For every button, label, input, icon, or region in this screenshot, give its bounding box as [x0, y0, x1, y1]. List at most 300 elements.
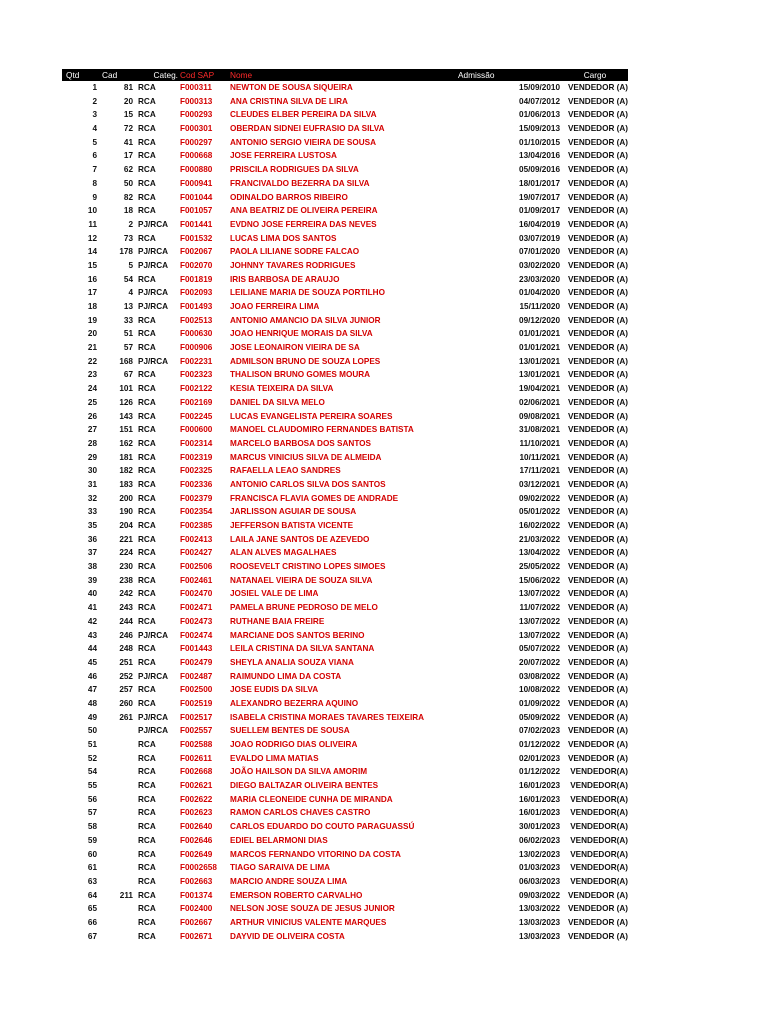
cell-categ[interactable]: RCA [138, 165, 156, 175]
cell-qtd[interactable]: 67 [87, 931, 97, 941]
cell-categ[interactable]: RCA [138, 329, 156, 339]
cell-nome[interactable]: LUCAS LIMA DOS SANTOS [230, 233, 337, 243]
cell-nome[interactable]: RUTHANE BAIA FREIRE [230, 616, 325, 626]
cell-cargo[interactable]: VENDEDOR (A) [567, 726, 628, 736]
cell-qtd[interactable]: 60 [87, 849, 97, 859]
cell-cargo[interactable]: VENDEDOR (A) [567, 562, 628, 572]
cell-cod-sap[interactable]: F000630 [180, 329, 213, 339]
cell-qtd[interactable]: 38 [87, 562, 97, 572]
cell-admissao[interactable]: 16/01/2023 [519, 781, 560, 791]
cell-cargo[interactable]: VENDEDOR(A) [570, 767, 628, 777]
cell-cargo[interactable]: VENDEDOR (A) [567, 165, 628, 175]
cell-categ[interactable]: RCA [138, 753, 156, 763]
cell-nome[interactable]: KESIA TEIXEIRA DA SILVA [230, 384, 334, 394]
cell-admissao[interactable]: 16/04/2019 [519, 219, 560, 229]
cell-qtd[interactable]: 36 [87, 534, 97, 544]
cell-cargo[interactable]: VENDEDOR(A) [570, 794, 628, 804]
cell-cod-sap[interactable]: F001819 [180, 274, 213, 284]
cell-qtd[interactable]: 43 [87, 630, 97, 640]
cell-qtd[interactable]: 11 [88, 219, 97, 229]
cell-nome[interactable]: LUCAS EVANGELISTA PEREIRA SOARES [230, 411, 393, 421]
cell-qtd[interactable]: 4 [92, 124, 97, 134]
cell-categ[interactable]: RCA [138, 274, 156, 284]
cell-cargo[interactable]: VENDEDOR(A) [570, 808, 628, 818]
cell-qtd[interactable]: 58 [87, 822, 97, 832]
cell-cad[interactable]: 230 [119, 562, 133, 572]
cell-cargo[interactable]: VENDEDOR (A) [567, 548, 628, 558]
cell-categ[interactable]: RCA [138, 137, 156, 147]
cell-cad[interactable]: 261 [119, 712, 133, 722]
cell-admissao[interactable]: 15/09/2010 [519, 83, 560, 92]
cell-cargo[interactable]: VENDEDOR (A) [567, 425, 628, 435]
cell-nome[interactable]: IRIS BARBOSA DE ARAUJO [230, 274, 340, 284]
cell-cod-sap[interactable]: F002671 [180, 931, 213, 941]
header-nome[interactable]: Nome [230, 70, 253, 80]
cell-cod-sap[interactable]: F002588 [180, 740, 213, 749]
cell-nome[interactable]: SUELLEM BENTES DE SOUSA [230, 726, 350, 736]
cell-categ[interactable]: RCA [138, 685, 156, 695]
cell-cod-sap[interactable]: F002513 [180, 315, 213, 325]
cell-cargo[interactable]: VENDEDOR (A) [567, 343, 628, 353]
cell-categ[interactable]: PJ/RCA [138, 288, 169, 298]
cell-cod-sap[interactable]: F002169 [180, 397, 213, 407]
cell-cad[interactable]: 17 [123, 151, 133, 161]
cell-cad[interactable]: 5 [128, 260, 133, 270]
cell-cad[interactable]: 178 [119, 247, 133, 257]
header-cad[interactable]: Cad [102, 70, 118, 80]
cell-cod-sap[interactable]: F000941 [180, 178, 213, 188]
cell-cod-sap[interactable]: F002231 [180, 356, 213, 366]
cell-admissao[interactable]: 01/01/2021 [519, 329, 560, 339]
cell-categ[interactable]: RCA [138, 575, 156, 585]
cell-categ[interactable]: RCA [138, 808, 156, 818]
cell-admissao[interactable]: 01/09/2022 [519, 698, 560, 708]
cell-cargo[interactable]: VENDEDOR (A) [567, 917, 628, 927]
cell-admissao[interactable]: 01/09/2017 [519, 206, 560, 216]
cell-nome[interactable]: SHEYLA ANALIA SOUZA VIANA [230, 657, 354, 667]
cell-qtd[interactable]: 50 [87, 726, 97, 736]
cell-nome[interactable]: FRANCISCA FLAVIA GOMES DE ANDRADE [230, 493, 399, 503]
cell-admissao[interactable]: 31/08/2021 [519, 425, 560, 435]
cell-nome[interactable]: PAOLA LILIANE SODRE FALCAO [230, 247, 360, 257]
cell-cad[interactable]: 13 [123, 302, 133, 311]
cell-cad[interactable]: 51 [123, 329, 133, 339]
cell-cargo[interactable]: VENDEDOR (A) [567, 247, 628, 257]
cell-admissao[interactable]: 01/10/2015 [519, 137, 560, 147]
cell-admissao[interactable]: 01/01/2021 [519, 343, 560, 353]
cell-categ[interactable]: PJ/RCA [138, 630, 169, 640]
cell-categ[interactable]: RCA [138, 206, 156, 216]
cell-cargo[interactable]: VENDEDOR (A) [567, 493, 628, 503]
cell-categ[interactable]: RCA [138, 493, 156, 503]
cell-cargo[interactable]: VENDEDOR (A) [567, 534, 628, 544]
cell-qtd[interactable]: 28 [87, 438, 97, 448]
cell-admissao[interactable]: 13/07/2022 [519, 630, 560, 640]
cell-qtd[interactable]: 48 [87, 698, 97, 708]
cell-nome[interactable]: ANTONIO SERGIO VIEIRA DE SOUSA [230, 137, 377, 147]
cell-qtd[interactable]: 57 [87, 808, 97, 818]
cell-categ[interactable]: RCA [138, 589, 156, 599]
cell-nome[interactable]: EMERSON ROBERTO CARVALHO [230, 890, 363, 900]
cell-admissao[interactable]: 03/07/2019 [519, 233, 560, 243]
cell-cad[interactable]: 15 [123, 110, 133, 120]
cell-cargo[interactable]: VENDEDOR (A) [567, 329, 628, 339]
cell-admissao[interactable]: 15/09/2013 [519, 124, 560, 134]
cell-cod-sap[interactable]: F002122 [180, 384, 213, 394]
cell-admissao[interactable]: 05/09/2016 [519, 165, 560, 175]
cell-qtd[interactable]: 23 [87, 370, 97, 380]
cell-admissao[interactable]: 13/01/2021 [519, 356, 560, 366]
cell-categ[interactable]: RCA [138, 890, 156, 900]
cell-nome[interactable]: FRANCIVALDO BEZERRA DA SILVA [230, 178, 370, 188]
cell-nome[interactable]: LAILA JANE SANTOS DE AZEVEDO [230, 534, 370, 544]
cell-admissao[interactable]: 07/02/2023 [519, 726, 560, 736]
cell-qtd[interactable]: 10 [87, 206, 97, 216]
cell-categ[interactable]: RCA [138, 124, 156, 134]
cell-cod-sap[interactable]: F002461 [180, 575, 213, 585]
cell-cargo[interactable]: VENDEDOR (A) [567, 397, 628, 407]
cell-categ[interactable]: RCA [138, 917, 156, 927]
cell-qtd[interactable]: 39 [87, 575, 97, 585]
cell-nome[interactable]: NATANAEL VIEIRA DE SOUZA SILVA [230, 575, 373, 585]
cell-cod-sap[interactable]: F001374 [180, 890, 213, 900]
cell-cod-sap[interactable]: F002667 [180, 917, 213, 927]
cell-admissao[interactable]: 13/03/2022 [519, 904, 560, 914]
cell-cargo[interactable]: VENDEDOR (A) [567, 603, 628, 613]
cell-cargo[interactable]: VENDEDOR (A) [567, 452, 628, 462]
cell-admissao[interactable]: 15/11/2020 [519, 302, 560, 311]
cell-cod-sap[interactable]: F002649 [180, 849, 213, 859]
cell-categ[interactable]: PJ/RCA [138, 712, 169, 722]
cell-cod-sap[interactable]: F001532 [180, 233, 213, 243]
cell-admissao[interactable]: 13/02/2023 [519, 849, 560, 859]
cell-admissao[interactable]: 13/07/2022 [519, 616, 560, 626]
cell-cad[interactable]: 238 [119, 575, 133, 585]
cell-nome[interactable]: PAMELA BRUNE PEDROSO DE MELO [230, 603, 378, 613]
cell-cad[interactable]: 20 [123, 96, 133, 106]
cell-cargo[interactable]: VENDEDOR (A) [567, 384, 628, 394]
cell-cargo[interactable]: VENDEDOR (A) [567, 507, 628, 517]
cell-cad[interactable]: 33 [123, 315, 133, 325]
cell-admissao[interactable]: 09/12/2020 [519, 315, 560, 325]
cell-categ[interactable]: PJ/RCA [138, 260, 169, 270]
cell-cargo[interactable]: VENDEDOR (A) [567, 630, 628, 640]
cell-nome[interactable]: ANTONIO AMANCIO DA SILVA JUNIOR [230, 315, 381, 325]
header-cargo[interactable]: Cargo [583, 70, 607, 80]
cell-categ[interactable]: RCA [138, 233, 156, 243]
cell-cargo[interactable]: VENDEDOR (A) [567, 685, 628, 695]
cell-cargo[interactable]: VENDEDOR (A) [567, 575, 628, 585]
cell-categ[interactable]: RCA [138, 931, 156, 941]
cell-cargo[interactable]: VENDEDOR (A) [567, 904, 628, 914]
cell-qtd[interactable]: 16 [87, 274, 97, 284]
cell-nome[interactable]: MARCUS VINICIUS SILVA DE ALMEIDA [230, 452, 382, 462]
cell-cargo[interactable]: VENDEDOR (A) [567, 356, 628, 366]
cell-cargo[interactable]: VENDEDOR (A) [567, 178, 628, 188]
cell-cad[interactable]: 126 [119, 397, 133, 407]
cell-cod-sap[interactable]: F002500 [180, 685, 213, 695]
cell-qtd[interactable]: 27 [87, 425, 97, 435]
cell-cod-sap[interactable]: F002506 [180, 562, 213, 572]
cell-cod-sap[interactable]: F002646 [180, 835, 213, 845]
cell-categ[interactable]: PJ/RCA [138, 302, 169, 311]
cell-categ[interactable]: RCA [138, 192, 156, 202]
cell-nome[interactable]: ODINALDO BARROS RIBEIRO [230, 192, 348, 202]
cell-categ[interactable]: RCA [138, 438, 156, 448]
cell-cod-sap[interactable]: F002519 [180, 698, 213, 708]
cell-cad[interactable]: 168 [119, 356, 133, 366]
cell-cargo[interactable]: VENDEDOR(A) [570, 849, 628, 859]
cell-cad[interactable]: 50 [123, 178, 133, 188]
cell-nome[interactable]: EVDNO JOSE FERREIRA DAS NEVES [230, 219, 377, 229]
cell-cod-sap[interactable]: F000906 [180, 343, 213, 353]
cell-cod-sap[interactable]: F002314 [180, 438, 213, 448]
cell-qtd[interactable]: 18 [87, 302, 97, 311]
cell-categ[interactable]: RCA [138, 781, 156, 791]
cell-categ[interactable]: RCA [138, 603, 156, 613]
cell-qtd[interactable]: 22 [87, 356, 97, 366]
cell-admissao[interactable]: 01/12/2022 [519, 767, 560, 777]
cell-cargo[interactable]: VENDEDOR (A) [567, 124, 628, 134]
cell-cod-sap[interactable]: F001057 [180, 206, 213, 216]
cell-cargo[interactable]: VENDEDOR(A) [570, 781, 628, 791]
cell-categ[interactable]: RCA [138, 740, 156, 749]
cell-qtd[interactable]: 59 [87, 835, 97, 845]
cell-categ[interactable]: RCA [138, 657, 156, 667]
cell-cad[interactable]: 183 [119, 479, 133, 489]
cell-cargo[interactable]: VENDEDOR (A) [567, 137, 628, 147]
cell-categ[interactable]: RCA [138, 315, 156, 325]
cell-cad[interactable]: 200 [119, 493, 133, 503]
cell-categ[interactable]: RCA [138, 835, 156, 845]
cell-categ[interactable]: PJ/RCA [138, 219, 169, 229]
cell-cargo[interactable]: VENDEDOR (A) [567, 110, 628, 120]
cell-admissao[interactable]: 30/01/2023 [519, 822, 560, 832]
cell-cargo[interactable]: VENDEDOR (A) [567, 206, 628, 216]
cell-cad[interactable]: 143 [119, 411, 133, 421]
cell-categ[interactable]: RCA [138, 698, 156, 708]
cell-cargo[interactable]: VENDEDOR (A) [567, 96, 628, 106]
cell-categ[interactable]: RCA [138, 370, 156, 380]
cell-admissao[interactable]: 20/07/2022 [519, 657, 560, 667]
cell-admissao[interactable]: 19/07/2017 [519, 192, 560, 202]
cell-categ[interactable]: RCA [138, 616, 156, 626]
cell-categ[interactable]: PJ/RCA [138, 726, 169, 736]
cell-admissao[interactable]: 19/04/2021 [519, 384, 560, 394]
cell-cod-sap[interactable]: F002640 [180, 822, 213, 832]
cell-nome[interactable]: CARLOS EDUARDO DO COUTO PARAGUASSÚ [230, 822, 415, 832]
cell-admissao[interactable]: 16/01/2023 [519, 808, 560, 818]
cell-admissao[interactable]: 13/07/2022 [519, 589, 560, 599]
cell-cod-sap[interactable]: F002471 [180, 603, 213, 613]
cell-qtd[interactable]: 49 [87, 712, 97, 722]
cell-cad[interactable]: 101 [119, 384, 133, 394]
cell-cod-sap[interactable]: F002323 [180, 370, 213, 380]
cell-qtd[interactable]: 63 [87, 876, 97, 886]
cell-admissao[interactable]: 13/03/2023 [519, 917, 560, 927]
cell-nome[interactable]: JARLISSON AGUIAR DE SOUSA [230, 507, 357, 517]
cell-qtd[interactable]: 31 [87, 479, 97, 489]
cell-qtd[interactable]: 33 [87, 507, 97, 517]
cell-cargo[interactable]: VENDEDOR(A) [570, 863, 628, 873]
cell-admissao[interactable]: 03/02/2020 [519, 260, 560, 270]
cell-cod-sap[interactable]: F001044 [180, 192, 213, 202]
cell-cad[interactable]: 248 [119, 644, 133, 654]
cell-categ[interactable]: RCA [138, 343, 156, 353]
cell-cod-sap[interactable]: F002245 [180, 411, 213, 421]
cell-cargo[interactable]: VENDEDOR (A) [567, 302, 628, 311]
cell-cod-sap[interactable]: F002470 [180, 589, 213, 599]
cell-admissao[interactable]: 02/01/2023 [519, 753, 560, 763]
cell-qtd[interactable]: 8 [92, 178, 97, 188]
cell-qtd[interactable]: 42 [87, 616, 97, 626]
cell-admissao[interactable]: 10/11/2021 [519, 452, 560, 462]
cell-nome[interactable]: JOAO RODRIGO DIAS OLIVEIRA [230, 740, 358, 749]
cell-categ[interactable]: RCA [138, 384, 156, 394]
cell-qtd[interactable]: 46 [87, 671, 97, 681]
cell-nome[interactable]: RAIMUNDO LIMA DA COSTA [230, 671, 342, 681]
cell-categ[interactable]: PJ/RCA [138, 671, 169, 681]
cell-cod-sap[interactable]: F002663 [180, 876, 213, 886]
cell-categ[interactable]: RCA [138, 562, 156, 572]
cell-categ[interactable]: RCA [138, 411, 156, 421]
cell-nome[interactable]: TIAGO SARAIVA DE LIMA [230, 863, 331, 873]
cell-cod-sap[interactable]: F000668 [180, 151, 213, 161]
cell-admissao[interactable]: 16/01/2023 [519, 794, 560, 804]
cell-nome[interactable]: MARCOS FERNANDO VITORINO DA COSTA [230, 849, 401, 859]
header-categ[interactable]: Categ. [153, 70, 178, 80]
cell-cad[interactable]: 162 [119, 438, 133, 448]
cell-admissao[interactable]: 06/02/2023 [519, 835, 560, 845]
cell-cod-sap[interactable]: F002621 [180, 781, 213, 791]
cell-categ[interactable]: RCA [138, 397, 156, 407]
cell-cad[interactable]: 260 [119, 698, 133, 708]
cell-cad[interactable]: 204 [119, 521, 133, 530]
cell-admissao[interactable]: 04/07/2012 [519, 96, 560, 106]
cell-cod-sap[interactable]: F002070 [180, 260, 213, 270]
cell-cod-sap[interactable]: F002557 [180, 726, 213, 736]
cell-qtd[interactable]: 25 [87, 397, 97, 407]
cell-nome[interactable]: MARCIO ANDRE SOUZA LIMA [230, 876, 348, 886]
cell-cod-sap[interactable]: F000301 [180, 124, 213, 134]
cell-qtd[interactable]: 45 [87, 657, 97, 667]
cell-categ[interactable]: RCA [138, 849, 156, 859]
cell-qtd[interactable]: 30 [87, 466, 97, 476]
cell-nome[interactable]: JEFFERSON BATISTA VICENTE [230, 521, 354, 530]
cell-cod-sap[interactable]: F002622 [180, 794, 213, 804]
cell-admissao[interactable]: 03/12/2021 [519, 479, 560, 489]
cell-admissao[interactable]: 03/08/2022 [519, 671, 560, 681]
cell-cod-sap[interactable]: F002668 [180, 767, 213, 777]
cell-categ[interactable]: RCA [138, 521, 156, 530]
cell-nome[interactable]: NELSON JOSE SOUZA DE JESUS JUNIOR [230, 904, 395, 914]
cell-nome[interactable]: JOHNNY TAVARES RODRIGUES [230, 260, 356, 270]
cell-cod-sap[interactable]: F002319 [180, 452, 213, 462]
cell-cad[interactable]: 57 [123, 343, 133, 353]
cell-categ[interactable]: RCA [138, 822, 156, 832]
cell-qtd[interactable]: 15 [87, 260, 97, 270]
cell-cad[interactable]: 252 [119, 671, 133, 681]
cell-nome[interactable]: NEWTON DE SOUSA SIQUEIRA [230, 83, 353, 92]
cell-cod-sap[interactable]: F001493 [180, 302, 213, 311]
cell-qtd[interactable]: 5 [92, 137, 97, 147]
cell-categ[interactable]: RCA [138, 507, 156, 517]
cell-nome[interactable]: ANA CRISTINA SILVA DE LIRA [230, 96, 348, 106]
cell-nome[interactable]: MARCIANE DOS SANTOS BERINO [230, 630, 365, 640]
cell-qtd[interactable]: 51 [87, 740, 97, 749]
cell-qtd[interactable]: 6 [92, 151, 97, 161]
cell-cod-sap[interactable]: F002611 [180, 753, 212, 763]
cell-cad[interactable]: 246 [119, 630, 133, 640]
cell-cad[interactable]: 81 [123, 83, 133, 92]
cell-nome[interactable]: PRISCILA RODRIGUES DA SILVA [230, 165, 359, 175]
cell-nome[interactable]: ISABELA CRISTINA MORAES TAVARES TEIXEIRA [230, 712, 425, 722]
cell-cod-sap[interactable]: F002487 [180, 671, 213, 681]
cell-cad[interactable]: 181 [119, 452, 133, 462]
cell-cod-sap[interactable]: F002379 [180, 493, 213, 503]
cell-cargo[interactable]: VENDEDOR (A) [567, 890, 628, 900]
cell-cad[interactable]: 4 [128, 288, 133, 298]
cell-cod-sap[interactable]: F000311 [180, 83, 212, 92]
cell-nome[interactable]: JOAO HENRIQUE MORAIS DA SILVA [230, 329, 373, 339]
cell-cod-sap[interactable]: F002473 [180, 616, 213, 626]
cell-admissao[interactable]: 16/02/2022 [519, 521, 560, 530]
cell-cad[interactable]: 251 [119, 657, 133, 667]
cell-cad[interactable]: 242 [119, 589, 133, 599]
cell-qtd[interactable]: 21 [87, 343, 97, 353]
cell-cod-sap[interactable]: F002093 [180, 288, 213, 298]
cell-admissao[interactable]: 17/11/2021 [519, 466, 560, 476]
cell-qtd[interactable]: 55 [87, 781, 97, 791]
cell-cargo[interactable]: VENDEDOR (A) [567, 712, 628, 722]
cell-cargo[interactable]: VENDEDOR (A) [567, 671, 628, 681]
cell-cargo[interactable]: VENDEDOR (A) [567, 151, 628, 161]
cell-admissao[interactable]: 11/07/2022 [519, 603, 560, 613]
cell-cod-sap[interactable]: F001441 [180, 219, 213, 229]
cell-admissao[interactable]: 09/02/2022 [519, 493, 560, 503]
cell-cad[interactable]: 211 [119, 890, 133, 900]
cell-cad[interactable]: 2 [128, 219, 133, 229]
cell-cod-sap[interactable]: F001443 [180, 644, 213, 654]
cell-cad[interactable]: 243 [119, 603, 133, 613]
cell-categ[interactable]: RCA [138, 876, 156, 886]
cell-admissao[interactable]: 10/08/2022 [519, 685, 560, 695]
cell-categ[interactable]: RCA [138, 452, 156, 462]
cell-cod-sap[interactable]: F002517 [180, 712, 213, 722]
cell-cargo[interactable]: VENDEDOR (A) [567, 589, 628, 599]
cell-nome[interactable]: ROOSEVELT CRISTINO LOPES SIMOES [230, 562, 386, 572]
cell-qtd[interactable]: 35 [87, 521, 97, 530]
cell-nome[interactable]: EDIEL BELARMONI DIAS [230, 835, 328, 845]
cell-qtd[interactable]: 66 [87, 917, 97, 927]
cell-cad[interactable]: 62 [123, 165, 133, 175]
cell-qtd[interactable]: 47 [87, 685, 97, 695]
cell-categ[interactable]: RCA [138, 110, 156, 120]
cell-qtd[interactable]: 61 [87, 863, 97, 873]
cell-qtd[interactable]: 41 [87, 603, 97, 613]
cell-admissao[interactable]: 01/06/2013 [519, 110, 560, 120]
cell-admissao[interactable]: 06/03/2023 [519, 876, 560, 886]
cell-categ[interactable]: RCA [138, 479, 156, 489]
cell-admissao[interactable]: 13/01/2021 [519, 370, 560, 380]
cell-qtd[interactable]: 65 [87, 904, 97, 914]
cell-cod-sap[interactable]: F000600 [180, 425, 213, 435]
cell-cod-sap[interactable]: F0002658 [180, 863, 217, 873]
cell-cargo[interactable]: VENDEDOR (A) [567, 521, 628, 530]
cell-qtd[interactable]: 7 [92, 165, 97, 175]
cell-nome[interactable]: ALEXANDRO BEZERRA AQUINO [230, 698, 359, 708]
cell-nome[interactable]: ADMILSON BRUNO DE SOUZA LOPES [230, 356, 381, 366]
